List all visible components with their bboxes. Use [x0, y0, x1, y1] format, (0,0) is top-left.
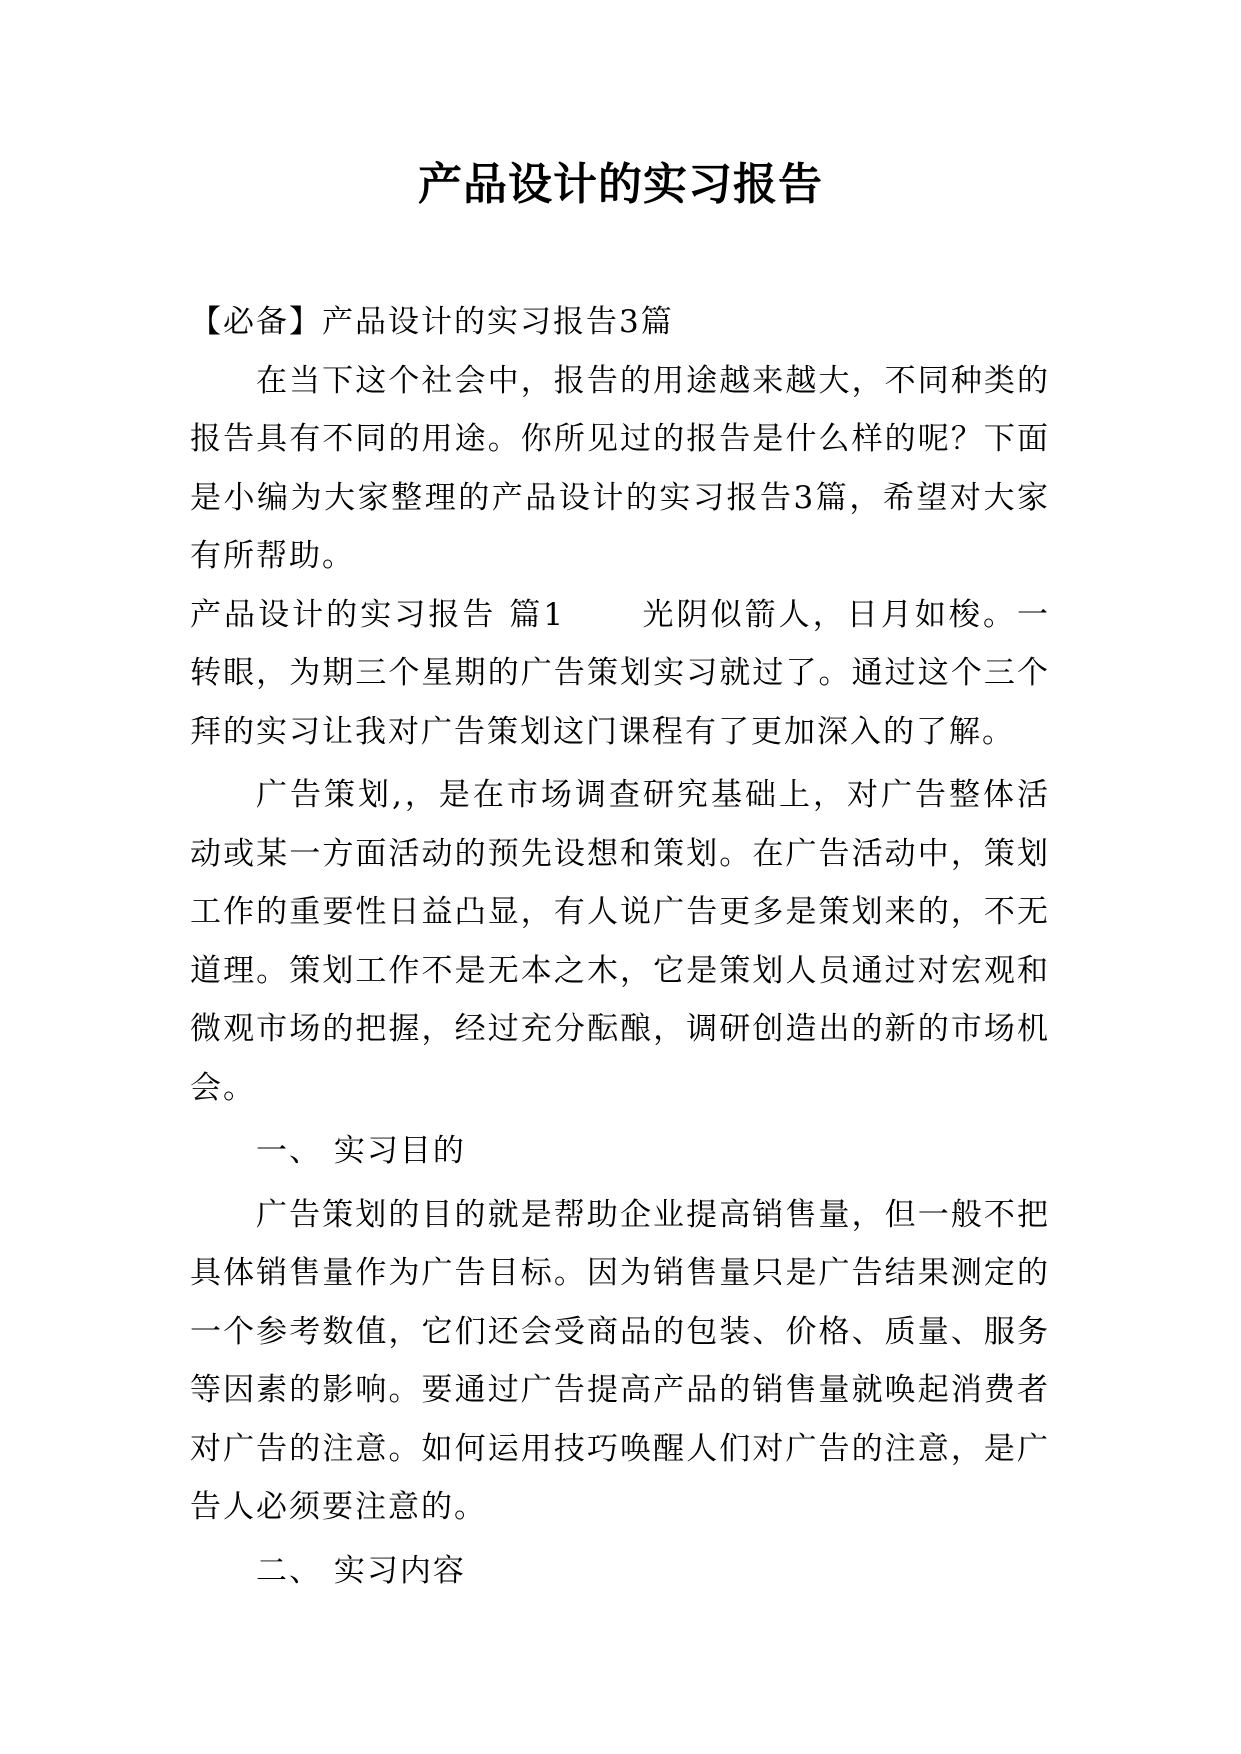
section1-text: 光阴似箭人，日月如梭。一转眼，为期三个星期的广告策划实习就过了。通过这个三个拜的实习让我对广告策划这门课程有了更加深入的了解。: [190, 596, 1051, 750]
section1-label: 产品设计的实习报告 篇1: [190, 596, 566, 633]
section1-paragraph: [190, 586, 1050, 762]
document-title: 产品设计的实习报告: [418, 159, 823, 210]
section1-gap: [565, 597, 642, 633]
intro-paragraph: 在当下这个社会中，报告的用途越来越大，不同种类的报告具有不同的用途。你所见过的报告是什么样的呢？下面是小编为大家整理的产品设计的实习报告3篇，希望对大家有所帮助。: [190, 362, 1050, 574]
document-body: [190, 293, 1050, 1600]
purpose-paragraph: 广告策划的目的就是帮助企业提高销售量，但一般不把具体销售量作为广告目标。因为销售量只是广告结果测定的一个参考数值，它们还会受商品的包装、价格、质量、服务等因素的影响。要通过广告提高产品的销售量就唤起消费者对广告的注意。如何运用技巧唤醒人们对广告的注意，是广告人必须要注意的。: [190, 1196, 1050, 1525]
heading-purpose: 一、 实习目的: [256, 1133, 466, 1169]
heading-content: 二、 实习内容: [256, 1552, 466, 1589]
document-subtitle: 【必备】产品设计的实习报告3篇: [190, 304, 674, 340]
planning-paragraph: 广告策划,，是在市场调查研究基础上，对广告整体活动或某一方面活动的预先设想和策划。在广告活动中，策划工作的重要性日益凸显，有人说广告更多是策划来的，不无道理。策划工作不是无本之木，它是策划人员通过对宏观和微观市场的把握，经过充分酝酿，调研创造出的新的市场机会。: [190, 777, 1050, 1106]
